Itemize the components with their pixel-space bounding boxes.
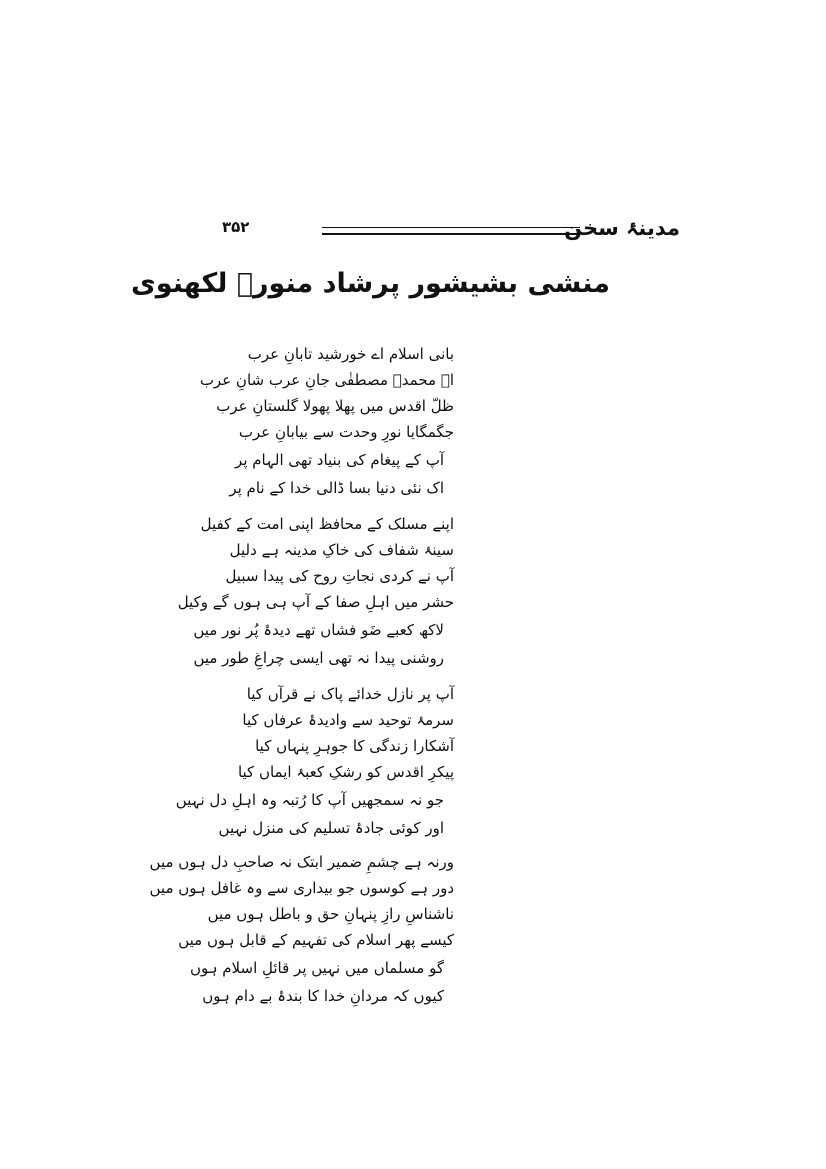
- poem-line: اے محمدؐ مصطفٰی جانِ عرب شانِ عرب: [199, 371, 454, 389]
- poem-line: جگمگایا نورِ وحدت سے بیابانِ عرب: [238, 423, 454, 441]
- poem-line: ناشناسِ رازِ پنہانِ حق و باطل ہوں میں: [207, 905, 454, 923]
- poem-line: کیوں کہ مردانِ خدا کا بندۂ بے دام ہوں: [202, 987, 444, 1005]
- poem-line: کیسے پھر اسلام کی تفہیم کے قابل ہوں میں: [178, 931, 454, 949]
- poem-line: دور ہے کوسوں جو بیداری سے وہ غافل ہوں میں: [149, 879, 454, 897]
- poem-line: بانی اسلام اے خورشید تابانِ عرب: [247, 345, 454, 363]
- poem-line: آپ پر نازل خدائے پاک نے قرآں کیا: [246, 685, 454, 703]
- poem-line: اک نئی دنیا بسا ڈالی خدا کے نام پر: [229, 479, 444, 497]
- poem-line: اپنے مسلک کے محافظ اپنی امت کے کفیل: [200, 515, 454, 533]
- poem-line: آپ نے کردی نجاتِ روح کی پیدا سبیل: [225, 567, 454, 585]
- poem-line: روشنی پیدا نہ تھی ایسی چراغِ طور میں: [193, 649, 444, 667]
- poem-line: سرمۂ توحید سے وادیدۂ عرفاں کیا: [242, 711, 454, 729]
- poem-line: حشر میں اہلِ صفا کے آپ ہی ہوں گے وکیل: [177, 593, 454, 611]
- poem-line: لاکھ کعبے ضَو فشاں تھے دیدۂ پُر نور میں: [193, 621, 444, 639]
- poem-line: ورنہ ہے چشمِ ضمیر ابتک نہ صاحبِ دل ہوں میں: [149, 853, 454, 871]
- running-header-book-title: مدینۂ سخن: [564, 216, 680, 240]
- header-rule-thin: [322, 227, 580, 228]
- poem-line: سینۂ شفاف کی خاکِ مدینہ ہے دلیل: [229, 541, 454, 559]
- poem-line: جو نہ سمجھیں آپ کا رُتبہ وہ اہلِ دل نہیں: [175, 791, 444, 809]
- poem-title: منشی بشیشور پرشاد منورؔ لکھنوی: [131, 268, 610, 299]
- poem-line: گو مسلماں میں نہیں پر قائلِ اسلام ہوں: [189, 959, 444, 977]
- header-rule-thick: [322, 233, 580, 235]
- page-number: ۳۵۲: [222, 218, 250, 236]
- poem-line: آشکارا زندگی کا جوہرِ پنہاں کیا: [255, 737, 454, 755]
- poem-line: ظلّ اقدس میں پھلا پھولا گلستانِ عرب: [216, 397, 454, 415]
- poem-line: آپ کے پیغام کی بنیاد تھی الہام پر: [235, 451, 444, 469]
- poem-line: اور کوئی جادۂ تسلیم کی منزل نہیں: [218, 819, 444, 837]
- poem-line: پیکرِ اقدس کو رشکِ کعبۂ ایماں کیا: [237, 763, 454, 781]
